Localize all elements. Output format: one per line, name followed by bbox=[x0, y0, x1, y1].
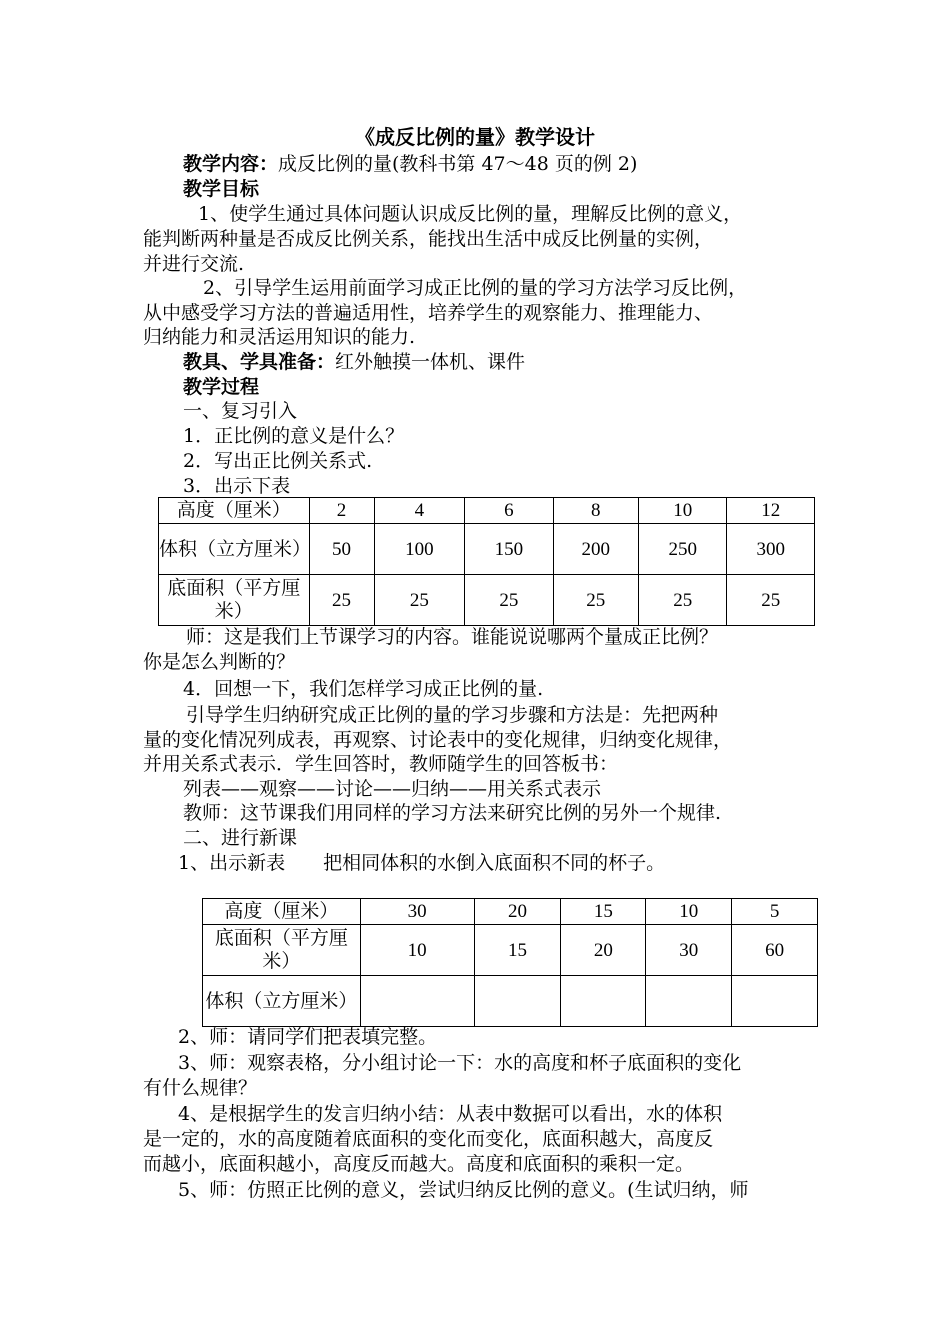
recall-line: 4．回想一下，我们怎样学习成正比例的量. bbox=[183, 678, 544, 700]
goal2-line-3: 归纳能力和灵活运用知识的能力. bbox=[143, 326, 416, 348]
teacher-intro-line: 教师：这节课我们用同样的学习方法来研究比例的另外一个规律. bbox=[183, 802, 722, 824]
table-cell: 25 bbox=[309, 575, 374, 626]
content-text: 成反比例的量(教科书第 47～48 页的例 2) bbox=[278, 153, 638, 175]
table-cell: 12 bbox=[727, 498, 815, 524]
row-header-area: 底面积（平方厘米） bbox=[203, 925, 361, 976]
table-height-volume-area bbox=[158, 497, 815, 626]
guide-line-1: 引导学生归纳研究成正比例的量的学习步骤和方法是：先把两种 bbox=[186, 704, 719, 726]
table-cell: 10 bbox=[360, 925, 474, 976]
step4-line-3: 而越小，底面积越小，高度反而越大。高度和底面积的乘积一定。 bbox=[143, 1153, 695, 1175]
document-title: 《成反比例的量》教学设计 bbox=[355, 125, 595, 149]
tools-text: 红外触摸一体机、课件 bbox=[335, 351, 526, 373]
table-cell: 50 bbox=[309, 524, 374, 575]
table-row bbox=[203, 899, 818, 925]
table-cell: 25 bbox=[553, 575, 638, 626]
table-cell: 2 bbox=[309, 498, 374, 524]
table-row bbox=[159, 575, 815, 626]
step2-line: 2、师：请同学们把表填完整。 bbox=[178, 1026, 438, 1048]
tools-line bbox=[183, 350, 525, 374]
table-cell: 250 bbox=[639, 524, 727, 575]
table-cell: 25 bbox=[374, 575, 465, 626]
table-cell: 20 bbox=[474, 899, 561, 925]
step4-line-1: 4、是根据学生的发言归纳小结：从表中数据可以看出，水的体积 bbox=[178, 1103, 723, 1125]
guide-line-3: 并用关系式表示．学生回答时，教师随学生的回答板书： bbox=[143, 753, 619, 775]
teacher-question-line-2: 你是怎么判断的？ bbox=[143, 651, 296, 673]
new-lesson-heading: 二、进行新课 bbox=[183, 827, 298, 849]
table-cell: 25 bbox=[639, 575, 727, 626]
review-q1: 1．正比例的意义是什么？ bbox=[183, 425, 405, 447]
table-cell: 100 bbox=[374, 524, 465, 575]
goal1-line-3: 并进行交流. bbox=[143, 253, 245, 275]
table-cell: 25 bbox=[465, 575, 553, 626]
table-cell: 60 bbox=[732, 925, 818, 976]
table-cell-empty bbox=[474, 976, 561, 1027]
row-header-height: 高度（厘米） bbox=[159, 498, 310, 524]
steps-line: 列表——观察——讨论——归纳——用关系式表示 bbox=[183, 778, 602, 800]
table-cell: 30 bbox=[646, 925, 732, 976]
table-cell-empty bbox=[646, 976, 732, 1027]
table-height-area-volume bbox=[202, 898, 818, 1027]
table-cell: 15 bbox=[561, 899, 646, 925]
goal2-line-1: 2、引导学生运用前面学习成正比例的量的学习方法学习反比例， bbox=[203, 277, 748, 299]
table-cell: 15 bbox=[474, 925, 561, 976]
table-cell: 8 bbox=[553, 498, 638, 524]
table-cell: 150 bbox=[465, 524, 553, 575]
table-cell: 6 bbox=[465, 498, 553, 524]
row-header-volume: 体积（立方厘米） bbox=[203, 976, 361, 1027]
table-cell: 5 bbox=[732, 899, 818, 925]
row-header-height: 高度（厘米） bbox=[203, 899, 361, 925]
goal1-line-2: 能判断两种量是否成反比例关系，能找出生活中成反比例量的实例， bbox=[143, 228, 714, 250]
table-cell-empty bbox=[732, 976, 818, 1027]
table-row bbox=[203, 976, 818, 1027]
content-line bbox=[183, 152, 637, 176]
table-row bbox=[159, 498, 815, 524]
review-heading: 一、复习引入 bbox=[183, 400, 298, 422]
table-cell-empty bbox=[360, 976, 474, 1027]
tools-label: 教具、学具准备： bbox=[183, 351, 336, 373]
row-header-volume: 体积（立方厘米） bbox=[159, 524, 310, 575]
teacher-question-line-1: 师：这是我们上节课学习的内容。谁能说说哪两个量成正比例？ bbox=[186, 626, 719, 648]
table-cell: 10 bbox=[639, 498, 727, 524]
step5-line: 5、师：仿照正比例的意义，尝试归纳反比例的意义。(生试归纳，师 bbox=[178, 1179, 749, 1201]
goal2-line-2: 从中感受学习方法的普遍适用性，培养学生的观察能力、推理能力、 bbox=[143, 302, 714, 324]
step3-line-1: 3、师：观察表格，分小组讨论一下：水的高度和杯子底面积的变化 bbox=[178, 1052, 742, 1074]
table-cell: 10 bbox=[646, 899, 732, 925]
step4-line-2: 是一定的，水的高度随着底面积的变化而变化，底面积越大，高度反 bbox=[143, 1128, 714, 1150]
table-cell: 200 bbox=[553, 524, 638, 575]
table-cell: 300 bbox=[727, 524, 815, 575]
guide-line-2: 量的变化情况列成表，再观察、讨论表中的变化规律，归纳变化规律， bbox=[143, 729, 733, 751]
goals-heading: 教学目标 bbox=[183, 178, 260, 200]
goal1-line-1: 1、使学生通过具体问题认识成反比例的量，理解反比例的意义， bbox=[198, 203, 743, 225]
row-header-area: 底面积（平方厘米） bbox=[159, 575, 310, 626]
table-row bbox=[203, 925, 818, 976]
table-row bbox=[159, 524, 815, 575]
review-q3: 3．出示下表 bbox=[183, 475, 291, 497]
table-cell: 20 bbox=[561, 925, 646, 976]
new-lesson-step1: 1、出示新表 把相同体积的水倒入底面积不同的杯子。 bbox=[178, 852, 666, 874]
table-cell: 4 bbox=[374, 498, 465, 524]
process-heading: 教学过程 bbox=[183, 376, 260, 398]
table-cell: 25 bbox=[727, 575, 815, 626]
table-cell: 30 bbox=[360, 899, 474, 925]
table-cell-empty bbox=[561, 976, 646, 1027]
content-label: 教学内容： bbox=[183, 153, 279, 175]
review-q2: 2．写出正比例关系式. bbox=[183, 450, 373, 472]
step3-line-2: 有什么规律？ bbox=[143, 1077, 258, 1099]
